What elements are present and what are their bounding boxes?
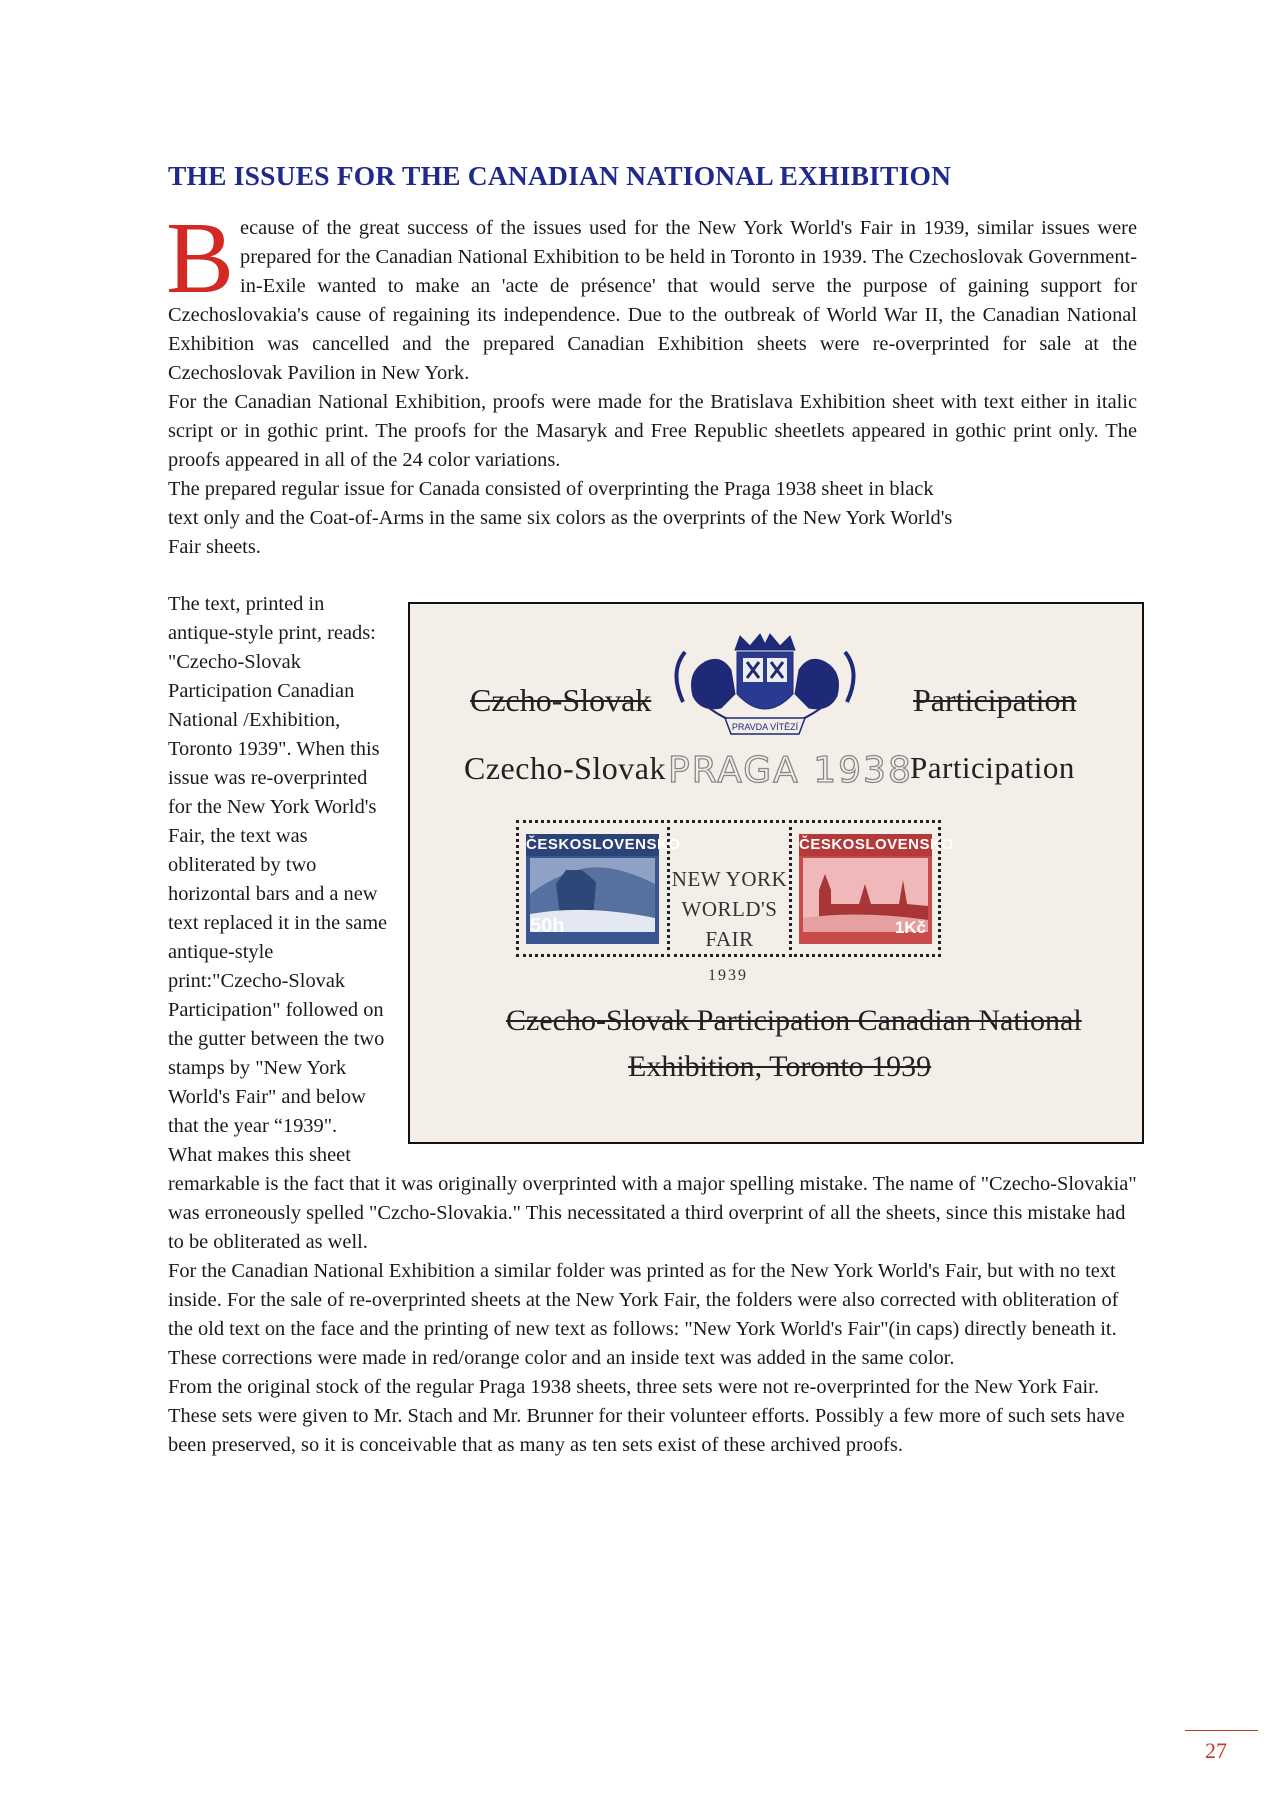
struck-overprint-right: Participation bbox=[913, 682, 1077, 718]
souvenir-sheet-image bbox=[408, 602, 1144, 1144]
struck-overprint-left: Czcho-Slovak bbox=[470, 682, 652, 718]
gutter-line-1: NEW YORK bbox=[671, 867, 788, 891]
body-paragraph-3: From the original stock of the regular Praga 1938 sheets, three sets were not re-overprinted for the New York Fair. These sets were given to Mr. Stach and Mr. Brunner for their volunteer efforts. Possibly a few more of such sets have been preserved, so it is conceivable that as many as ten sets exist of these archived proofs. bbox=[168, 1376, 1125, 1456]
overprint-right: Participation bbox=[910, 750, 1075, 785]
gutter-inscription bbox=[667, 864, 792, 954]
praga-inscription: PRAGA 1938 bbox=[668, 750, 913, 791]
page-number-rule bbox=[1185, 1730, 1258, 1731]
page-number: 27 bbox=[1205, 1738, 1227, 1763]
struck-overprint-bottom-1: Czecho-Slovak Participation Canadian National bbox=[506, 1004, 1082, 1037]
intro-paragraph-3: The prepared regular issue for Canada consisted of overprinting the Praga 1938 sheet in black text only and the Coat-of-Arms in the same six colors as the overprints of the New York World's Fair sheets. bbox=[168, 478, 953, 558]
coat-of-arms-icon bbox=[665, 632, 865, 762]
stamp-right-country: ČESKOSLOVENSKO bbox=[799, 834, 932, 856]
gutter-line-3: FAIR bbox=[705, 927, 754, 951]
coat-of-arms-motto: PRAVDA VÍTĚZÍ bbox=[731, 722, 799, 732]
page-title: THE ISSUES FOR THE CANADIAN NATIONAL EXHIBITION bbox=[168, 160, 952, 191]
stamp-right-value: 1Kč bbox=[894, 918, 926, 937]
overprint-left: Czecho-Slovak bbox=[464, 750, 666, 786]
dropcap-letter: B bbox=[166, 202, 235, 315]
body-paragraph-2: For the Canadian National Exhibition a similar folder was printed as for the New York World's Fair, but with no text inside. For the sale of re-overprinted sheets at the New York Fair, the folders were also corrected with obliteration of the old text on the face and the printing of new text as follows: "New York World's Fair"(in caps) directly beneath it. These corrections were made in red/orange color and an inside text was added in the same color. bbox=[168, 1260, 1119, 1369]
figure-caption-text: The text, printed in antique-style print, reads: "Czecho-Slovak Participation Canadian National /Exhibition, Toronto 1939". When this issue was re-overprinted for the New York World's Fair, the text was obliterated by two horizontal bars and a new text replaced it in the same antique-style print:"Czecho-Slovak Participation" followed on the gutter between the two stamps by "New York World's Fair" and below that the year “1939". bbox=[168, 593, 388, 1137]
stamp-left-country: ČESKOSLOVENSKO bbox=[526, 834, 659, 856]
stamp-left bbox=[526, 834, 681, 944]
stamp-right bbox=[799, 834, 954, 944]
intro-paragraph-1-text: ecause of the great success of the issues used for the New York World's Fair in 1939, similar issues were prepared for the Canadian National Exhibition to be held in Toronto in 1939. The Czechoslovak Government-in-Exile wanted to make an 'acte de présence' that would serve the purpose of gaining support for Czechoslovakia's cause of regaining its independence. Due to the outbreak of World War II, the Canadian National Exhibition was cancelled and the prepared Canadian Exhibition sheets were re-overprinted for sale at the Czechoslovak Pavilion in New York. bbox=[168, 217, 1137, 384]
gutter-line-2: WORLD'S bbox=[681, 897, 778, 921]
struck-overprint-bottom-2: Exhibition, Toronto 1939 bbox=[628, 1050, 932, 1083]
intro-text bbox=[166, 202, 1137, 562]
stamp-left-value: 50h bbox=[530, 915, 565, 937]
sheet-year: 1939 bbox=[708, 967, 748, 984]
intro-paragraph-1 bbox=[166, 202, 1137, 388]
body-paragraph-1: What makes this sheet remarkable is the fact that it was originally overprinted with a major spelling mistake. The name of "Czecho-Slovakia" was erroneously spelled "Czcho-Slovakia." This necessitated a third overprint of all the sheets, since this mistake had to be obliterated as well. bbox=[168, 1144, 1137, 1253]
intro-paragraph-2: For the Canadian National Exhibition, proofs were made for the Bratislava Exhibition sheet with text either in italic script or in gothic print. The proofs for the Masaryk and Free Republic sheetlets appeared in gothic print only. The proofs appeared in all of the 24 color variations. bbox=[168, 391, 1137, 471]
